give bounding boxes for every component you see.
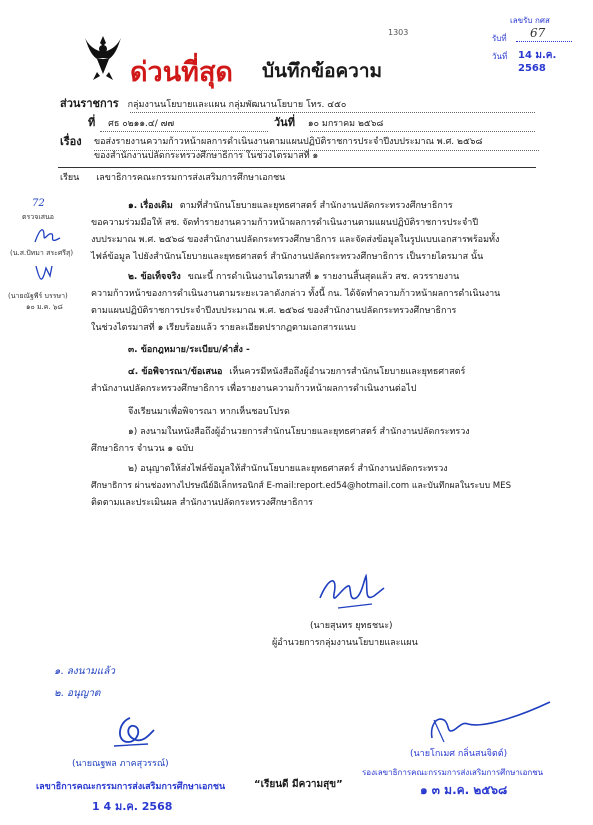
reviewer-2-name: (นายณัฐพีร์ บรรษา): [8, 292, 68, 300]
review-label: ตรวจเสนอ: [22, 213, 54, 221]
director-signature-icon: [308, 568, 388, 616]
section-1-line-3: งบประมาณ พ.ศ. ๒๕๖๘ ของสำนักงานปลัดกระทรวงศึกษาธิการ และจัดส่งข้อมูลในรูปแบบเอกสารพร้อมทั้ง: [91, 235, 500, 245]
receipt-date-label: วันที่: [492, 52, 508, 61]
receipt-stamp-title: เลขรับ กศส: [510, 16, 550, 25]
secretary-general-name: (นายณฐพล ภาคสุวรรณ์): [72, 759, 169, 769]
section-1-heading: ๑. เรื่องเดิม: [128, 201, 173, 211]
subject-label: เรื่อง: [60, 135, 82, 148]
closing-slogan: “เรียนดี มีความสุข”: [254, 779, 343, 790]
receipt-stamp: [470, 12, 580, 74]
secretary-general-date: 1 4 ม.ค. 2568: [92, 800, 173, 813]
item-1-line-1: ๑) ลงนามในหนังสือถึงผู้อำนวยการสำนักนโยบายและยุทธศาสตร์ สำนักงานปลัดกระทรวง: [128, 427, 470, 437]
section-1-line-1: ตามที่สำนักนโยบายและยุทธศาสตร์ สำนักงานปลัดกระทรวงศึกษาธิการ: [179, 201, 453, 211]
urgent-stamp: ด่วนที่สุด: [130, 57, 233, 88]
reviewer-2-signature-icon: [32, 262, 56, 288]
reviewer-1-name: (น.ส.ปัทมา สระศรีสุ): [10, 249, 74, 257]
reviewer-1-signature-icon: [32, 224, 62, 246]
receipt-date: 14 ม.ค. 2568: [518, 50, 557, 74]
to-value: เลขาธิการคณะกรรมการส่งเสริมการศึกษาเอกชน: [96, 173, 286, 183]
document-number-top: 1303: [388, 28, 409, 37]
deputy-signature-icon: [426, 698, 556, 744]
number-label: ที่: [88, 116, 96, 129]
section-4-line-1: เห็นควรมีหนังสือถึงผู้อำนวยการสำนักนโยบายและยุทธศาสตร์: [229, 367, 466, 377]
item-2-line-3: ติดตามและประเมินผล สำนักงานปลัดกระทรวงศึกษาธิการ: [91, 498, 313, 508]
order-line-2: ๒. อนุญาต: [54, 688, 101, 699]
item-1-line-2: ศึกษาธิการ จำนวน ๑ ฉบับ: [91, 444, 194, 454]
document-type-title: บันทึกข้อความ: [262, 60, 383, 82]
section-2-line-3: ตามแผนปฏิบัติราชการประจำปีงบประมาณ พ.ศ. ๒๕๖๘ ของสำนักงานปลัดกระทรวงศึกษาธิการ: [91, 306, 457, 316]
section-1-line-2: ขอความร่วมมือให้ สช. จัดทำรายงานความก้าวหน้าผลการดำเนินงานตามแผนปฏิบัติราชการประจำปี: [91, 218, 479, 228]
number-value: ศธ ๐๒๑๑.๔/ ๗๗: [108, 119, 175, 129]
director-name: (นายสุนทร ยุทธชนะ): [310, 621, 393, 631]
section-3-heading: ๓. ข้อกฎหมาย/ระเบียบ/คำสั่ง -: [128, 345, 250, 355]
section-4-line-2: สำนักงานปลัดกระทรวงศึกษาธิการ เพื่อรายงานความก้าวหน้าผลการดำเนินงานต่อไป: [91, 384, 417, 394]
date-label: วันที่: [274, 116, 295, 129]
request-line: จึงเรียนมาเพื่อพิจารณา หากเห็นชอบโปรด: [128, 407, 290, 417]
deputy-name: (นายโกเมศ กลิ่นสนจิตต์): [410, 749, 508, 759]
section-1-line-4: ไฟล์ข้อมูล ไปยังสำนักนโยบายและยุทธศาสตร์ สำนักงานปลัดกระทรวงศึกษาธิการ เป็นรายไตรมาส นั้น: [91, 252, 484, 262]
receipt-number-label: รับที่: [492, 34, 507, 43]
item-2-line-2: ศึกษาธิการ ผ่านช่องทางไปรษณีย์อิเล็กทรอนิกส์ E-mail:report.ed54@hotmail.com และบันทึกผลในระบบ MES: [91, 481, 512, 491]
subject-line-2: ของสำนักงานปลัดกระทรวงศึกษาธิการ ในช่วงไตรมาสที่ ๑: [94, 151, 319, 161]
section-2-line-1: ขณะนี้ การดำเนินงานไตรมาสที่ ๑ รายงานสิ้นสุดแล้ว สช. ควรรายงาน: [187, 272, 460, 282]
garuda-emblem-icon: [84, 34, 122, 82]
review-count: 72: [32, 198, 45, 209]
reviewer-2-date: ๑๐ ม.ค. ๖๘: [26, 303, 63, 311]
subject-line-1: ขอส่งรายงานความก้าวหน้าผลการดำเนินงานตามแผนปฏิบัติราชการประจำปีงบประมาณ พ.ศ. ๒๕๖๘: [94, 137, 483, 147]
to-label: เรียน: [60, 173, 80, 183]
section-2-line-4: ในช่วงไตรมาสที่ ๑ เรียบร้อยแล้ว รายละเอียดปรากฏตามเอกสารแนบ: [91, 323, 356, 333]
section-2-line-2: ความก้าวหน้าของการดำเนินงานตามระยะเวลาดังกล่าว ทั้งนี้ กน. ได้จัดทำความก้าวหน้าผลการดำเนินงาน: [91, 289, 501, 299]
left-margin-review: [8, 198, 88, 348]
director-position: ผู้อำนวยการกลุ่มงานนโยบายและแผน: [272, 638, 418, 648]
receipt-number: 67: [530, 26, 546, 40]
secretary-general-signature-icon: [108, 712, 158, 752]
item-2-line-1: ๒) อนุญาตให้ส่งไฟล์ข้อมูลให้สำนักนโยบายและยุทธศาสตร์ สำนักงานปลัดกระทรวง: [128, 464, 448, 474]
agency-label: ส่วนราชการ: [60, 97, 119, 110]
order-line-1: ๑. ลงนามแล้ว: [54, 666, 115, 677]
section-4-heading: ๔. ข้อพิจารณา/ข้อเสนอ: [128, 367, 223, 377]
deputy-date: ๑ ๓ ม.ค. ๒๕๖๘: [420, 783, 508, 797]
deputy-position: รองเลขาธิการคณะกรรมการส่งเสริมการศึกษาเอกชน: [362, 768, 544, 777]
section-2-heading: ๒. ข้อเท็จจริง: [128, 272, 181, 282]
secretary-general-position: เลขาธิการคณะกรรมการส่งเสริมการศึกษาเอกชน: [36, 782, 226, 792]
agency-value: กลุ่มงานนโยบายและแผน กลุ่มพัฒนานโยบาย โทร. ๔๕๐: [127, 100, 347, 110]
date-value: ๑๐ มกราคม ๒๕๖๘: [307, 119, 384, 129]
